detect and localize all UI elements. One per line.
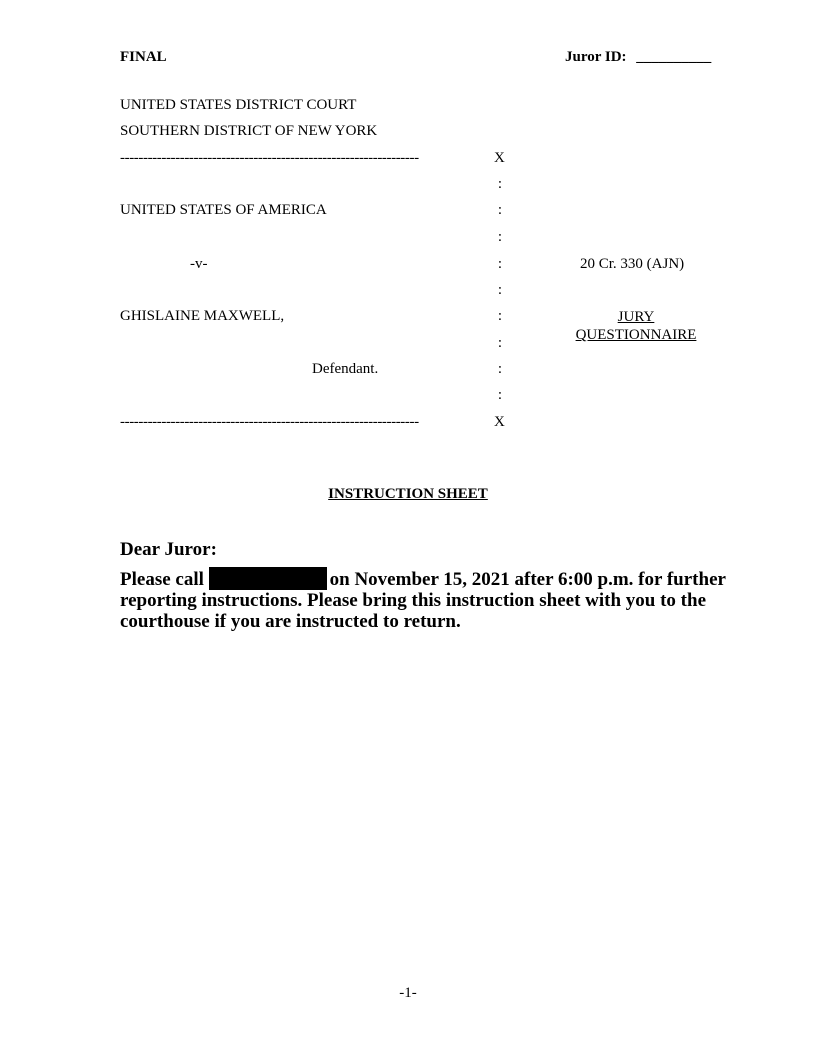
caption-bottom-rule: ----------------------------------------------------------------- <box>120 414 419 430</box>
page-number: -1- <box>399 985 417 1001</box>
caption-colon: : <box>497 229 503 245</box>
instruction-prefix: Please call <box>120 569 204 590</box>
court-name-line1: UNITED STATES DISTRICT COURT <box>120 97 357 113</box>
caption-colon: : <box>497 361 503 377</box>
document-title <box>566 308 706 344</box>
caption-colon: : <box>497 202 503 218</box>
defendant-name: GHISLAINE MAXWELL, <box>120 308 285 324</box>
caption-colon: : <box>497 176 503 192</box>
caption-colon: : <box>497 256 503 272</box>
instruction-paragraph <box>120 567 730 632</box>
redaction-box <box>209 567 327 590</box>
versus-label: -v- <box>190 256 208 272</box>
plaintiff-name: UNITED STATES OF AMERICA <box>120 202 327 218</box>
salutation: Dear Juror: <box>120 539 217 560</box>
caption-bottom-x: X <box>494 414 505 430</box>
juror-id-field <box>565 49 711 66</box>
juror-id-blank: __________ <box>636 49 712 65</box>
caption-colon: : <box>497 335 503 351</box>
caption-top-x: X <box>494 150 505 166</box>
court-name-line2: SOUTHERN DISTRICT OF NEW YORK <box>120 123 378 139</box>
instruction-body: on November 15, 2021 after 6:00 p.m. for further reporting instructions. Please bring this instruction sheet with you to the courthouse if you are instructed to return. <box>120 569 726 632</box>
caption-top-rule: ----------------------------------------------------------------- <box>120 150 419 166</box>
defendant-label: Defendant. <box>312 361 379 377</box>
caption-colon: : <box>497 308 503 324</box>
caption-colon: : <box>497 387 503 403</box>
juror-id-label: Juror ID: <box>565 49 627 65</box>
document-status-label: FINAL <box>120 49 167 65</box>
instruction-sheet-title: INSTRUCTION SHEET <box>328 486 488 502</box>
document-title-line2: QUESTIONNAIRE <box>575 327 697 343</box>
document-title-line1: JURY <box>617 309 655 325</box>
case-number: 20 Cr. 330 (AJN) <box>580 256 685 272</box>
caption-colon: : <box>497 282 503 298</box>
